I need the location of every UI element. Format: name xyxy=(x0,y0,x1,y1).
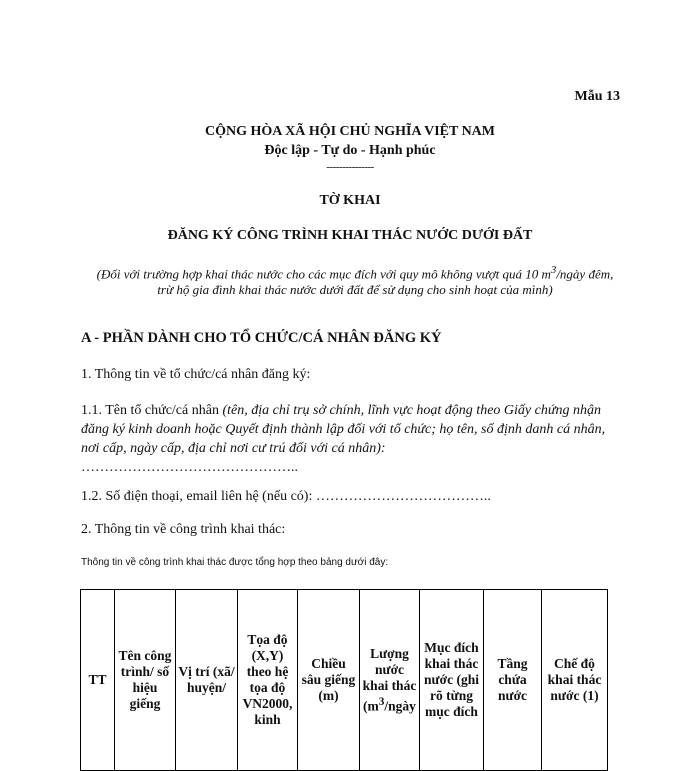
item-1-1-label: 1.1. Tên tổ chức/cá nhân xyxy=(81,403,223,418)
item-1-2: 1.2. Số điện thoại, email liên hệ (nếu có): ……………………………….. xyxy=(81,489,491,504)
table-header-row xyxy=(81,590,608,771)
form-number: Mẫu 13 xyxy=(574,89,620,104)
col-header-tt: TT xyxy=(81,590,115,771)
scope-note-superscript: 3 xyxy=(550,264,557,276)
col-header-depth: Chiều sâu giếng (m) xyxy=(298,590,360,771)
national-title: CỘNG HÒA XÃ HỘI CHỦ NGHĨA VIỆT NAM xyxy=(204,124,495,139)
col-header-mode: Chế độ khai thác nước (1) xyxy=(542,590,608,771)
item-1-1 xyxy=(81,401,621,477)
col-header-purpose: Mục đích khai thác nước (ghi rõ từng mục đích xyxy=(420,590,484,771)
col-header-aquifer: Tầng chứa nước xyxy=(484,590,542,771)
scope-note xyxy=(95,262,615,298)
document-title: TỜ KHAI xyxy=(319,193,381,208)
scope-note-text-b: /ngày đêm, trừ hộ gia đình khai thác nước dưới đất để sử dụng cho sinh hoạt của mình) xyxy=(157,266,614,298)
national-motto: Độc lập - Tự do - Hạnh phúc xyxy=(264,143,436,158)
col-header-flow-sup: 3 xyxy=(378,695,385,708)
item-2-heading: 2. Thông tin về công trình khai thác: xyxy=(81,522,286,537)
item-1-heading: 1. Thông tin về tổ chức/cá nhân đăng ký: xyxy=(81,367,311,382)
item-1-1-hint: (tên, địa chỉ trụ sở chính, lĩnh vực hoạt động theo Giấy chứng nhận đăng ký kinh doanh hoặc Quyết định thành lập đối với tổ chức; họ tên, số định danh cá nhân, nơi cấp, ngày cấp, địa chỉ nơi cư trú đối với cá nhân): xyxy=(81,403,606,456)
header-rule: --------------- xyxy=(326,161,374,173)
col-header-coordinates: Tọa độ (X,Y) theo hệ tọa độ VN2000, kinh xyxy=(238,590,298,771)
table-intro: Thông tin về công trình khai thác được tổng hợp theo bảng dưới đây: xyxy=(81,557,389,568)
col-header-flow xyxy=(360,590,420,771)
item-1-1-dots: ……………………………………….. xyxy=(81,460,298,475)
col-header-flow-a: Lượng nước khai thác (m xyxy=(362,645,417,714)
col-header-name: Tên công trình/ số hiệu giếng xyxy=(115,590,176,771)
wells-table xyxy=(80,589,608,771)
scope-note-text-a: (Đối với trường hợp khai thác nước cho các mục đích với quy mô không vượt quá 10 m xyxy=(96,266,551,282)
col-header-flow-b: /ngày xyxy=(384,698,416,714)
document-subtitle: ĐĂNG KÝ CÔNG TRÌNH KHAI THÁC NƯỚC DƯỚI ĐẤT xyxy=(167,228,533,243)
section-a-heading: A - PHẦN DÀNH CHO TỔ CHỨC/CÁ NHÂN ĐĂNG KÝ xyxy=(81,330,442,346)
col-header-location: Vị trí (xã/ huyện/ xyxy=(176,590,238,771)
